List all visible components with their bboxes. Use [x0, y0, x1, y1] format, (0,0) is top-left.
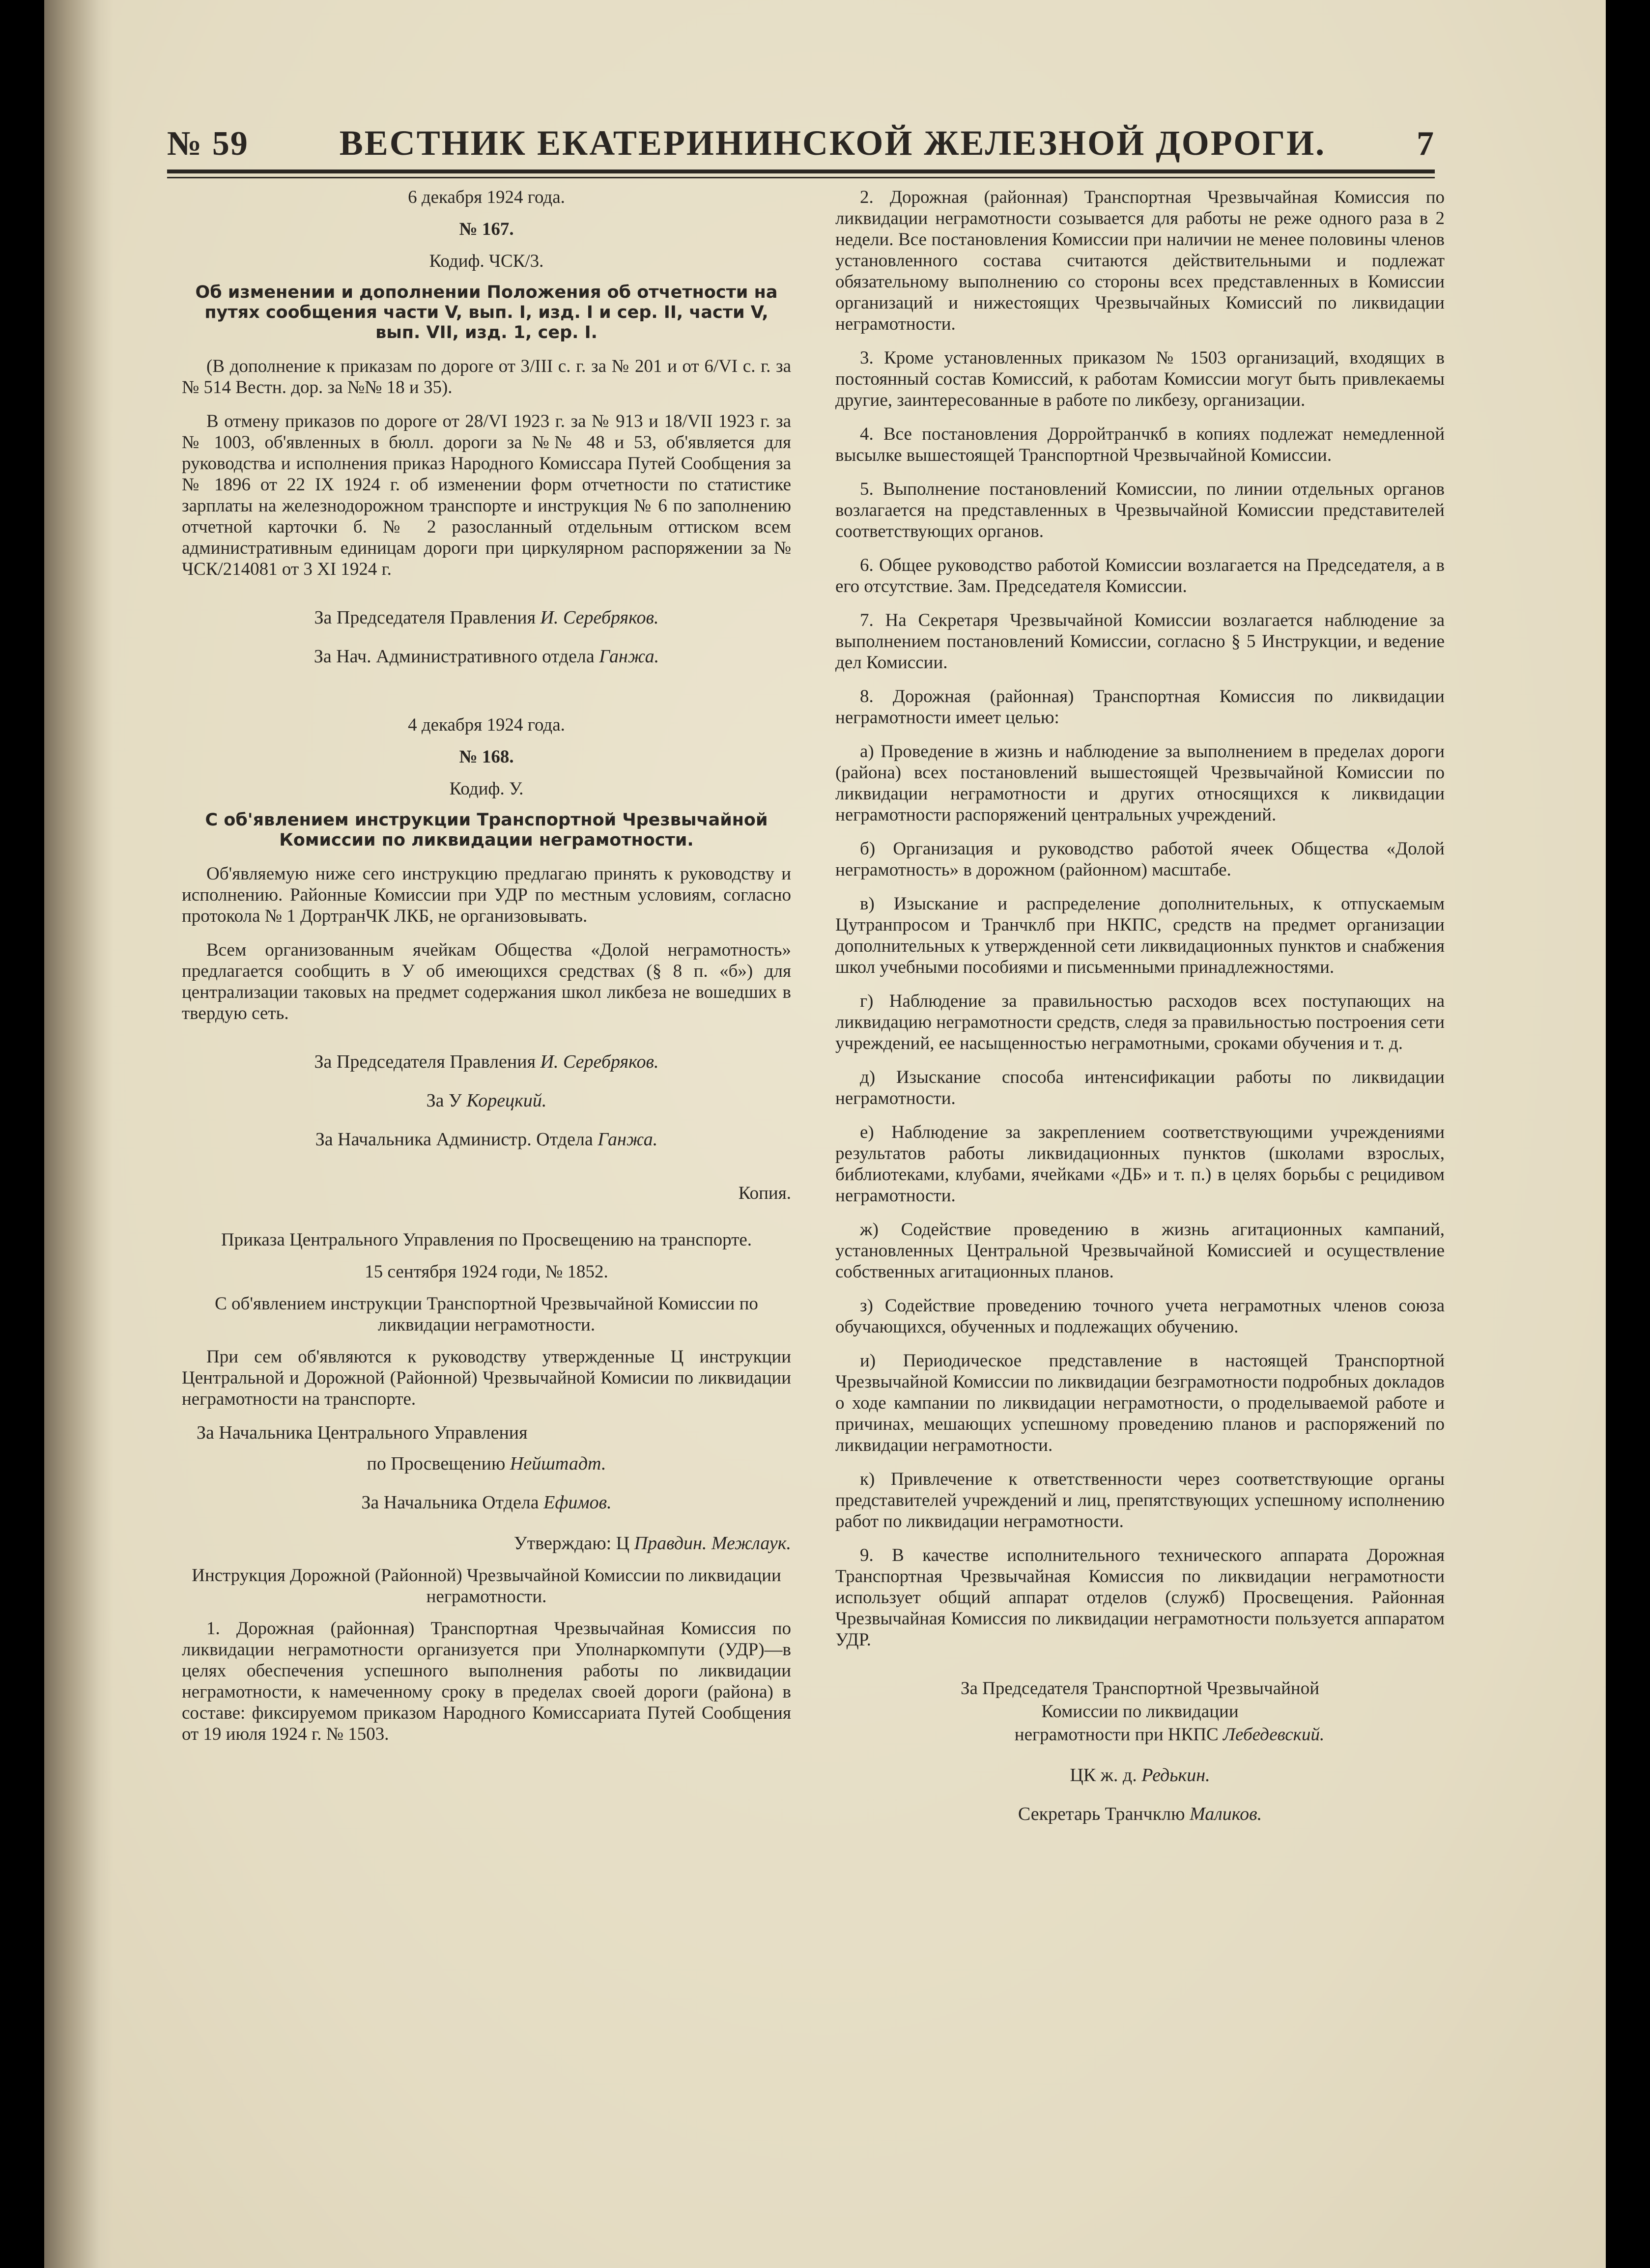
signature-name: И. Серебряков. — [540, 1051, 659, 1072]
signature-name: Лебедевский. — [1223, 1725, 1325, 1745]
order-167-paragraph: В отмену приказов по дороге от 28/VI 1923 г. за № 913 и 18/VII 1923 г. за № 1003, об'явленных в бюлл. дороги за №№ 48 и 53, об'является для руководства и исполнения приказ Народного Комиссара Путей Сообщения за № 1896 от 22 IX 1924 г. об изменении форм отчетности по статистике зарплаты на железнодорожном транспорте и инструкция № 6 по заполнению отчетной карточки б. № 2 разосланный отдельным оттиском всем административным единицам дороги при циркулярном распоряжении за № ЧСК/214081 от 3 XI 1924 г. — [182, 411, 791, 579]
order-167-date: 6 декабря 1924 года. — [408, 187, 565, 207]
issue-number: № 59 — [167, 125, 249, 163]
right-column — [835, 187, 1445, 1843]
order-167-signature — [182, 607, 791, 628]
header-rule-thin — [167, 177, 1435, 178]
order-168-paragraph: Всем организованным ячейкам Общества «Долой неграмотность» предлагается сообщить в У об имеющихся средствах (§ 8 п. «б») для централизации таковых на предмет содержания школ ликбеза не вошедших в твердую сеть. — [182, 940, 791, 1023]
instruction-paragraph: 2. Дорожная (районная) Транспортная Чрезвычайная Комиссия по ликвидации неграмотности созывается для работы не реже одного раза в 2 недели. Все постановления Комиссии при наличии не менее половины членов установленного состава считаются действительными и подлежат обязательному выполнению со стороны всех представленных в Комиссии организаций и нижестоящих Чрезвычайных Комиссий по ликвидации неграмотности. — [835, 187, 1445, 334]
final-signature — [835, 1724, 1445, 1745]
final-signature — [835, 1765, 1445, 1786]
signature-name: Ганжа. — [599, 646, 659, 667]
signature-label: За Председателя Правления — [314, 607, 536, 628]
order-167-code: Кодиф. ЧСК/3. — [429, 251, 544, 271]
final-signature-line: За Председателя Транспортной Чрезвычайной — [960, 1678, 1320, 1699]
signature-name: Корецкий. — [466, 1090, 547, 1111]
left-column — [182, 187, 791, 1758]
order-168-date: 4 декабря 1924 года. — [408, 715, 565, 735]
order-168-signature — [182, 1090, 791, 1111]
header-rule-thick — [167, 170, 1435, 173]
page-number: 7 — [1416, 125, 1435, 163]
signature-label: неграмотности при НКПС — [1014, 1725, 1219, 1745]
instruction-paragraph: 4. Все постановления Дорройтранчкб в копиях подлежат немедленной высылке вышестоящей Транспортной Чрезвычайной Комиссии. — [835, 424, 1445, 465]
instruction-subitem: ж) Содействие проведению в жизнь агитационных кампаний, установленных Центральной Чрезвычайной Комиссией и осуществление собственных агитационных планов. — [835, 1219, 1445, 1282]
signature-label: ЦК ж. д. — [1070, 1765, 1137, 1786]
copy-signature — [182, 1492, 791, 1513]
instruction-paragraph: 1. Дорожная (районная) Транспортная Чрезвычайная Комиссия по ликвидации неграмотности организуется при Уполнаркомпути (УДР)—в целях обеспечения успешного выполнения работы по ликвидации неграмотности, к намеченному сроку в пределах своей дороги (района) в составе: фиксируемом приказом Народного Комиссариата Путей Сообщения от 19 июля 1924 г. № 1503. — [182, 1618, 791, 1744]
instruction-subitem: г) Наблюдение за правильностью расходов всех поступающих на ликвидацию неграмотности средств, следя за правильностью построения сети учреждений, ее насыщенностью неграмотными, сроками обучения и т. д. — [835, 991, 1445, 1053]
order-168-title: С об'явлением инструкции Транспортной Чрезвычайной Комиссии по ликвидации неграмотности. — [205, 810, 768, 850]
instruction-subitem: б) Организация и руководство работой ячеек Общества «Долой неграмотность» в дорожном (районном) масштабе. — [835, 839, 1445, 880]
signature-label: За Начальника Администр. Отдела — [315, 1129, 593, 1150]
final-signature-line: Комиссии по ликвидации — [1041, 1701, 1239, 1722]
copy-signature — [182, 1453, 791, 1474]
instruction-subitem: а) Проведение в жизнь и наблюдение за выполнением в пределах дороги (района) всех постановлений вышестоящей Чрезвычайной Комиссии по ликвидации неграмотности и других относящихся к ликвидации неграмотности распоряжений центральных учреждений. — [835, 741, 1445, 825]
copy-label: Копия. — [738, 1183, 791, 1203]
instruction-subitem: и) Периодическое представление в настоящей Транспортной Чрезвычайной Комиссии по ликвидации безграмотности подробных докладов о ходе кампании по ликвидации неграмотности, о проделываемой работе и причинах, мешающих успешному проведению планов и распоряжений по ликвидации неграмотности. — [835, 1351, 1445, 1455]
approval-label: Утверждаю: Ц — [513, 1533, 630, 1554]
page-header — [167, 123, 1435, 167]
order-168-code: Кодиф. У. — [449, 779, 524, 799]
order-168-signature — [182, 1129, 791, 1150]
instruction-paragraph: 6. Общее руководство работой Комиссии возлагается на Председателя, а в его отсутствие. Зам. Председателя Комиссии. — [835, 555, 1445, 596]
order-168-signature — [182, 1051, 791, 1073]
instruction-paragraph: 9. В качестве исполнительного технического аппарата Дорожная Транспортная Чрезвычайная Комиссия по ликвидации неграмотности использует общий аппарат отделов (служб) Просвещения. Районная Чрезвычайная Комиссия по ликвидации неграмотности пользуется аппаратом УДР. — [835, 1545, 1445, 1650]
instruction-paragraph: 3. Кроме установленных приказом № 1503 организаций, входящих в постоянный состав Комиссий, к работам Комиссии могут быть привлекаемы другие, заинтересованные в работе по ликбезу, организации. — [835, 348, 1445, 410]
signature-name: Ефимов. — [543, 1492, 612, 1513]
instruction-subitem: з) Содействие проведению точного учета неграмотных членов союза обучающихся, обученных и подлежащих обучению. — [835, 1296, 1445, 1337]
instruction-paragraph: 7. На Секретаря Чрезвычайной Комиссии возлагается наблюдение за выполнением постановлений Комиссии, согласно § 5 Инструкции, и ведение дел Комиссии. — [835, 610, 1445, 673]
signature-name: Ганжа. — [597, 1129, 658, 1150]
journal-title: ВЕСТНИК ЕКАТЕРИНИНСКОЙ ЖЕЛЕЗНОЙ ДОРОГИ. — [339, 123, 1326, 163]
copy-order-subject: С об'явлением инструкции Транспортной Чрезвычайной Комиссии по ликвидации неграмотности. — [215, 1294, 758, 1335]
instruction-paragraph: 5. Выполнение постановлений Комиссии, по линии отдельных органов возлагается на представленных в Чрезвычайной Комиссии представителей соответствующих органов. — [835, 479, 1445, 541]
binding-shadow — [44, 0, 113, 2268]
signature-label: Секретарь Транчклю — [1018, 1804, 1185, 1824]
signature-label: За Председателя Правления — [314, 1051, 536, 1072]
signature-label: За Начальника Отдела — [361, 1492, 539, 1513]
instruction-subitem: е) Наблюдение за закреплением соответствующими учреждениями результатов работы ликвидационных пунктов (школами взрослых, библиотеками, клубами, ячейками «ДБ» и т. п.) в целях борьбы с рецидивом неграмотности. — [835, 1122, 1445, 1206]
copy-signature-line: За Начальника Центрального Управления — [197, 1422, 528, 1443]
order-167-paragraph: (В дополнение к приказам по дороге от 3/III с. г. за № 201 и от 6/VI с. г. за № 514 Вестн. дор. за №№ 18 и 35). — [182, 356, 791, 397]
order-167-number: № 167. — [459, 219, 514, 239]
signature-label: За У — [426, 1090, 462, 1111]
approval-name: Правдин. Межлаук. — [634, 1533, 791, 1554]
order-167-signature — [182, 646, 791, 667]
signature-label: по Просвещению — [367, 1453, 506, 1474]
instruction-title: Инструкция Дорожной (Районной) Чрезвычайной Комиссии по ликвидации неграмотности. — [192, 1565, 781, 1607]
instruction-subitem: д) Изыскание способа интенсификации работы по ликвидации неграмотности. — [835, 1067, 1445, 1108]
instruction-paragraph: 8. Дорожная (районная) Транспортная Комиссия по ликвидации неграмотности имеет целью: — [835, 686, 1445, 728]
order-168-number: № 168. — [459, 747, 514, 767]
signature-name: И. Серебряков. — [540, 607, 659, 628]
order-167-title: Об изменении и дополнении Положения об отчетности на путях сообщения части V, вып. I, изд. I и сер. II, части V, вып. VII, изд. 1, сер. I. — [195, 283, 778, 342]
signature-name: Нейштадт. — [510, 1453, 606, 1474]
signature-name: Редькин. — [1141, 1765, 1210, 1786]
instruction-subitem: в) Изыскание и распределение дополнительных, к отпускаемым Цутранпросом и Транчклб при НКПС, средств на предмет организации дополнительных к утвержденной сети ликвидационных пунктов и снабжения школ учебными пособиями и письменными принадлежностями. — [835, 894, 1445, 977]
order-168-paragraph: Об'являемую ниже сего инструкцию предлагаю принять к руководству и исполнению. Районные Комиссии при УДР по местным условиям, согласно протокола № 1 ДортранЧК ЛКБ, не организовывать. — [182, 864, 791, 926]
copy-order-date: 15 сентября 1924 годи, № 1852. — [365, 1262, 608, 1282]
signature-name: Маликов. — [1190, 1804, 1262, 1824]
approval-line — [182, 1533, 791, 1554]
final-signature — [835, 1804, 1445, 1825]
instruction-subitem: к) Привлечение к ответственности через соответствующие органы представителей учреждений и лиц, препятствующих успешному исполнению работ по ликвидации неграмотности. — [835, 1469, 1445, 1531]
signature-label: За Нач. Административного отдела — [313, 646, 595, 667]
copy-order-paragraph: При сем об'являются к руководству утвержденные Ц инструкции Центральной и Дорожной (Районной) Чрезвычайной Комисии по ликвидации неграмотности на транспорте. — [182, 1347, 791, 1409]
copy-order-title: Приказа Центрального Управления по Просвещению на транспорте. — [221, 1230, 752, 1250]
